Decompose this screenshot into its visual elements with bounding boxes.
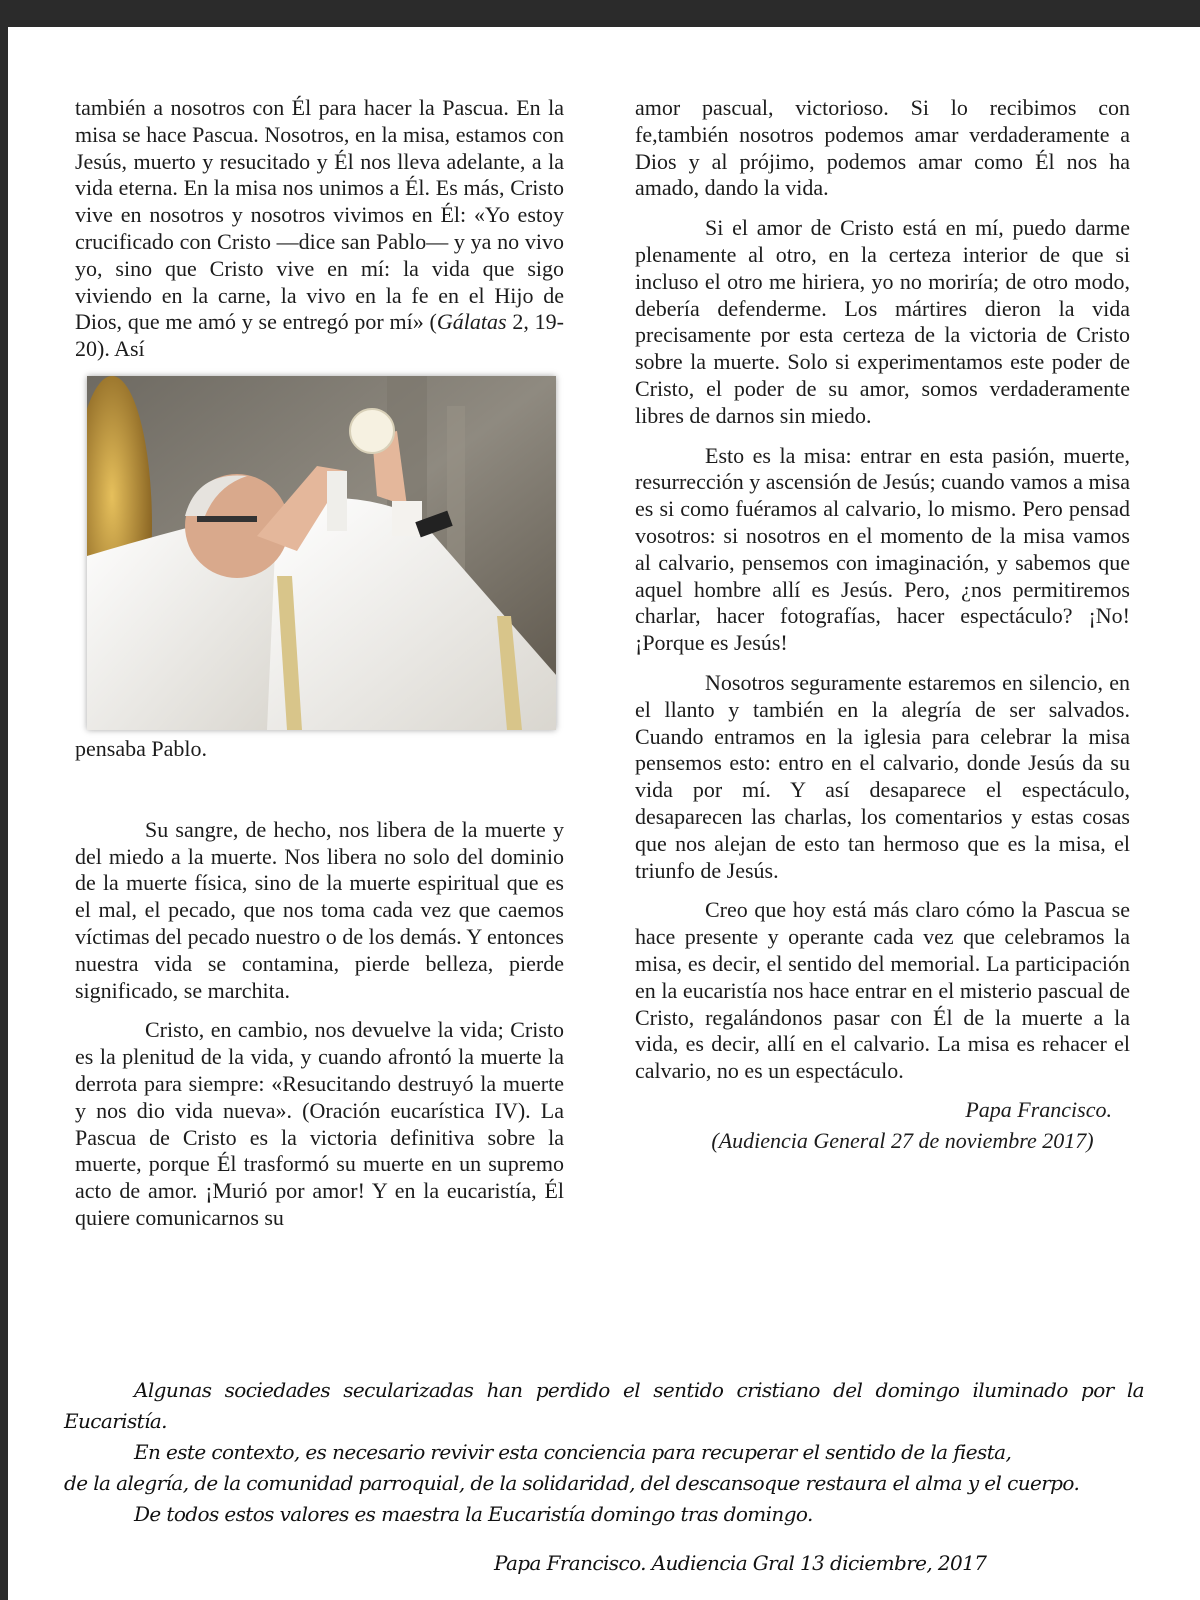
- citation-book: Gálatas: [436, 309, 507, 335]
- quote-line: En este contexto, es necesario revivir esta conciencia para recuperar el sentido de la fiesta,: [134, 1440, 1012, 1464]
- pope-elevating-host-photo: [87, 376, 556, 730]
- paragraph: también a nosotros con Él para hacer la Pascua. En la misa se hace Pascua. Nosotros, en la misa, estamos con Jesús, muerto y resucitado y Él nos lleva adelante, a la vida eterna. En la misa nos unimos a Él. Es más, Cristo vive en nosotros y nosotros vivimos en Él: «Yo estoy crucificado con Cristo —dice san Pablo— y ya no vivo yo, sino que Cristo vive en mí: la vida que sigo viviendo en la carne, la vivo en la fe en el Hijo de Dios, que me amó y se entregó por mí» (Gálatas 2, 19-20). Así: [75, 95, 564, 362]
- quote-line: De todos estos valores es maestra la Eucaristía domingo tras domingo.: [134, 1502, 813, 1526]
- quote-line: Algunas sociedades secularizadas han perdido el sentido cristiano del domingo iluminado por la Eucaristía.: [64, 1378, 1144, 1433]
- paragraph: Creo que hoy está más claro cómo la Pascua se hace presente y operante cada vez que celebramos la misa, es decir, el sentido del memorial. La participación en la eucaristía nos hace entrar en el misterio pascual de Cristo, regalándonos pasar con Él de la muerte a la vida, es decir, allí en el calvario. La misa es rehacer el calvario, no es un espectáculo.: [635, 897, 1130, 1084]
- left-column: [75, 95, 564, 1232]
- paragraph: Esto es la misa: entrar en esta pasión, muerte, resurrección y ascensión de Jesús; cuando vamos a misa es si como fuéramos al calvario, lo mismo. Pero pensad vosotros: si nosotros en el momento de la misa vamos al calvario, pensemos con imaginación, y sabemos que aquel hombre allí es Jesús. Pero, ¿nos permitiremos charlar, hacer fotografías, hacer espectáculo? ¡No! ¡Porque es Jesús!: [635, 442, 1130, 656]
- quote-line: de la alegría, de la comunidad parroquial, de la solidaridad, del descansoque restaura el alma y el cuerpo.: [64, 1471, 1080, 1495]
- paragraph: Si el amor de Cristo está en mí, puedo darme plenamente al otro, en la certeza interior de que si incluso el otro me hiriera, yo no moriría; de otro modo, debería defenderme. Los mártires dieron la vida precisamente por esta certeza de la victoria de Cristo sobre la muerte. Solo si experimentamos este poder de Cristo, el poder de su amor, somos verdaderamente libres de darnos sin miedo.: [635, 215, 1130, 428]
- paragraph-continuation: pensaba Pablo.: [75, 735, 207, 761]
- right-column: [635, 95, 1130, 1154]
- paragraph: Cristo, en cambio, nos devuelve la vida; Cristo es la plenitud de la vida, y cuando afrontó la muerte la derrota para siempre: «Resucitando destruyó la muerte y nos dio vida nueva». (Oración eucarística IV). La Pascua de Cristo es la victoria definitiva sobre la muerte, porque Él trasformó su muerte en un supremo acto de amor. ¡Murió por amor! Y en la eucaristía, Él quiere comunicarnos su: [75, 1017, 564, 1230]
- source-citation: (Audiencia General 27 de noviembre 2017): [711, 1127, 1094, 1153]
- paragraph: amor pascual, victorioso. Si lo recibimos con fe,también nosotros podemos amar verdaderamente a Dios y al prójimo, podemos amar como Él nos ha amado, dando la vida.: [635, 95, 1130, 201]
- signature: Papa Francisco.: [965, 1096, 1112, 1122]
- paragraph: Su sangre, de hecho, nos libera de la muerte y del miedo a la muerte. Nos libera no solo del dominio de la muerte física, sino de la muerte espiritual que es el mal, el pecado, que nos toma cada vez que caemos víctimas del pecado nuestro o de los demás. Y entonces nuestra vida se contamina, pierde belleza, pierde significado, se marchita.: [75, 816, 564, 1003]
- bottom-quote: [64, 1375, 1144, 1579]
- paragraph: Nosotros seguramente estaremos en silencio, en el llanto y también en la alegría de ser salvados. Cuando entramos en la iglesia para celebrar la misa pensemos esto: entro en el calvario, donde Jesús da su vida por mí. Y así desaparece el espectáculo, desaparecen las charlas, los comentarios y estas cosas que nos alejan de esto tan hermoso que es la misa, el triunfo de Jesús.: [635, 669, 1130, 883]
- quote-credit: Papa Francisco. Audiencia Gral 13 diciembre, 2017: [494, 1551, 987, 1575]
- document-page: [8, 27, 1200, 1600]
